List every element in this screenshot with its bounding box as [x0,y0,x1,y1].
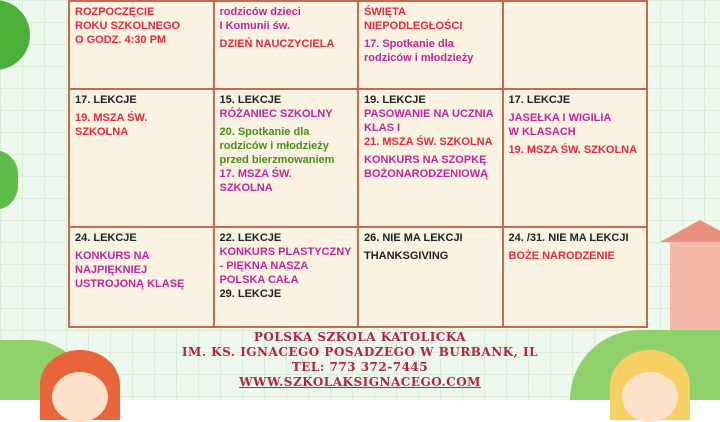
calendar-cell [69,89,214,227]
cell-text: NAJPIĘKNIEJ [75,264,148,276]
cell-text: 24. /31. NIE MA LEKCJI [508,232,629,244]
calendar-cell [214,89,359,227]
cell-text: THANKSGIVING [364,250,449,262]
calendar-row [69,227,647,327]
cell-text: I Komunii św. [219,20,290,32]
cell-text: 19. LEKCJE [364,94,426,106]
cell-text: DZIEŃ NAUCZYCIELA [219,38,335,50]
cell-text: POLSKA CAŁA [219,274,299,286]
cell-text: RÓŻANIEC SZKOLNY [219,108,333,120]
calendar-table [68,0,648,328]
cell-text: O GODZ. 4:30 PM [75,34,167,46]
cell-text: 17. MSZA ŚW. [219,168,292,180]
cell-text: przed bierzmowaniem [219,154,335,166]
cell-text: ROKU SZKOLNEGO [75,20,181,32]
cell-text: JASEŁKA I WIGILIA [508,112,612,124]
cell-text: 20. Spotkanie dla [219,126,310,138]
cell-text: BOŻONARODZENIOWĄ [364,168,489,180]
cell-text: KONKURS NA SZOPKĘ [364,154,487,166]
cell-text: 19. MSZA ŚW. [75,112,148,124]
calendar-cell [358,1,503,89]
calendar-cell [69,227,214,327]
calendar-cell [503,1,648,89]
school-phone: TEL: 773 372-7445 [291,360,429,374]
cell-text: ROZPOCZĘCIE [75,6,155,18]
cell-text: USTROJONĄ KLASĘ [75,278,185,290]
calendar-cell [214,227,359,327]
cell-text: 19. MSZA ŚW. SZKOLNA [508,144,638,156]
calendar-cell [69,1,214,89]
cell-text: ŚWIĘTA [364,6,406,18]
cell-text: rodziców i młodzieży [364,52,474,64]
cell-text: 15. LEKCJE [219,94,282,106]
school-website[interactable]: WWW.SZKOLAKSIGNACEGO.COM [239,375,481,389]
cell-text: 22. LEKCJE [219,232,282,244]
cell-text: 24. LEKCJE [75,232,137,244]
cell-text: - PIĘKNA NASZA [219,260,309,272]
cell-text: BOŻE NARODZENIE [508,250,615,262]
cell-text: KLAS I [364,122,401,134]
cell-text: 17. LEKCJE [508,94,571,106]
calendar-cell [214,1,359,89]
house-decoration [670,240,720,330]
cell-text: PASOWANIE NA UCZNIA [364,108,494,120]
calendar-cell [358,89,503,227]
cell-text: 29. LEKCJE [219,288,282,300]
calendar-row [69,89,647,227]
cell-text: NIEPODLEGŁOŚCI [364,20,463,32]
cell-text: SZKOLNA [75,126,129,138]
school-name: POLSKA SZKOLA KATOLICKA [253,330,467,344]
calendar-row [69,1,647,89]
calendar-cell [503,89,648,227]
cell-text: KONKURS PLASTYCZNY [219,246,352,258]
cell-text: 21. MSZA ŚW. SZKOLNA [364,136,493,148]
cell-text: 17. LEKCJE [75,94,137,106]
child-illustration-left [40,350,120,420]
cell-text: KONKURS NA [75,250,150,262]
cell-text: 17. Spotkanie dla [364,38,454,50]
cell-text: rodziców dzieci [219,6,301,18]
calendar-cell [503,227,648,327]
calendar-cell [358,227,503,327]
school-address: IM. KS. IGNACEGO POSADZEGO W BURBANK, IL [181,345,539,359]
cell-text: 26. NIE MA LEKCJI [364,232,463,244]
cell-text: SZKOLNA [219,182,273,194]
cell-text: W KLASACH [508,126,576,138]
child-illustration-right [610,350,690,420]
cell-text: rodziców i młodzieży [219,140,329,152]
